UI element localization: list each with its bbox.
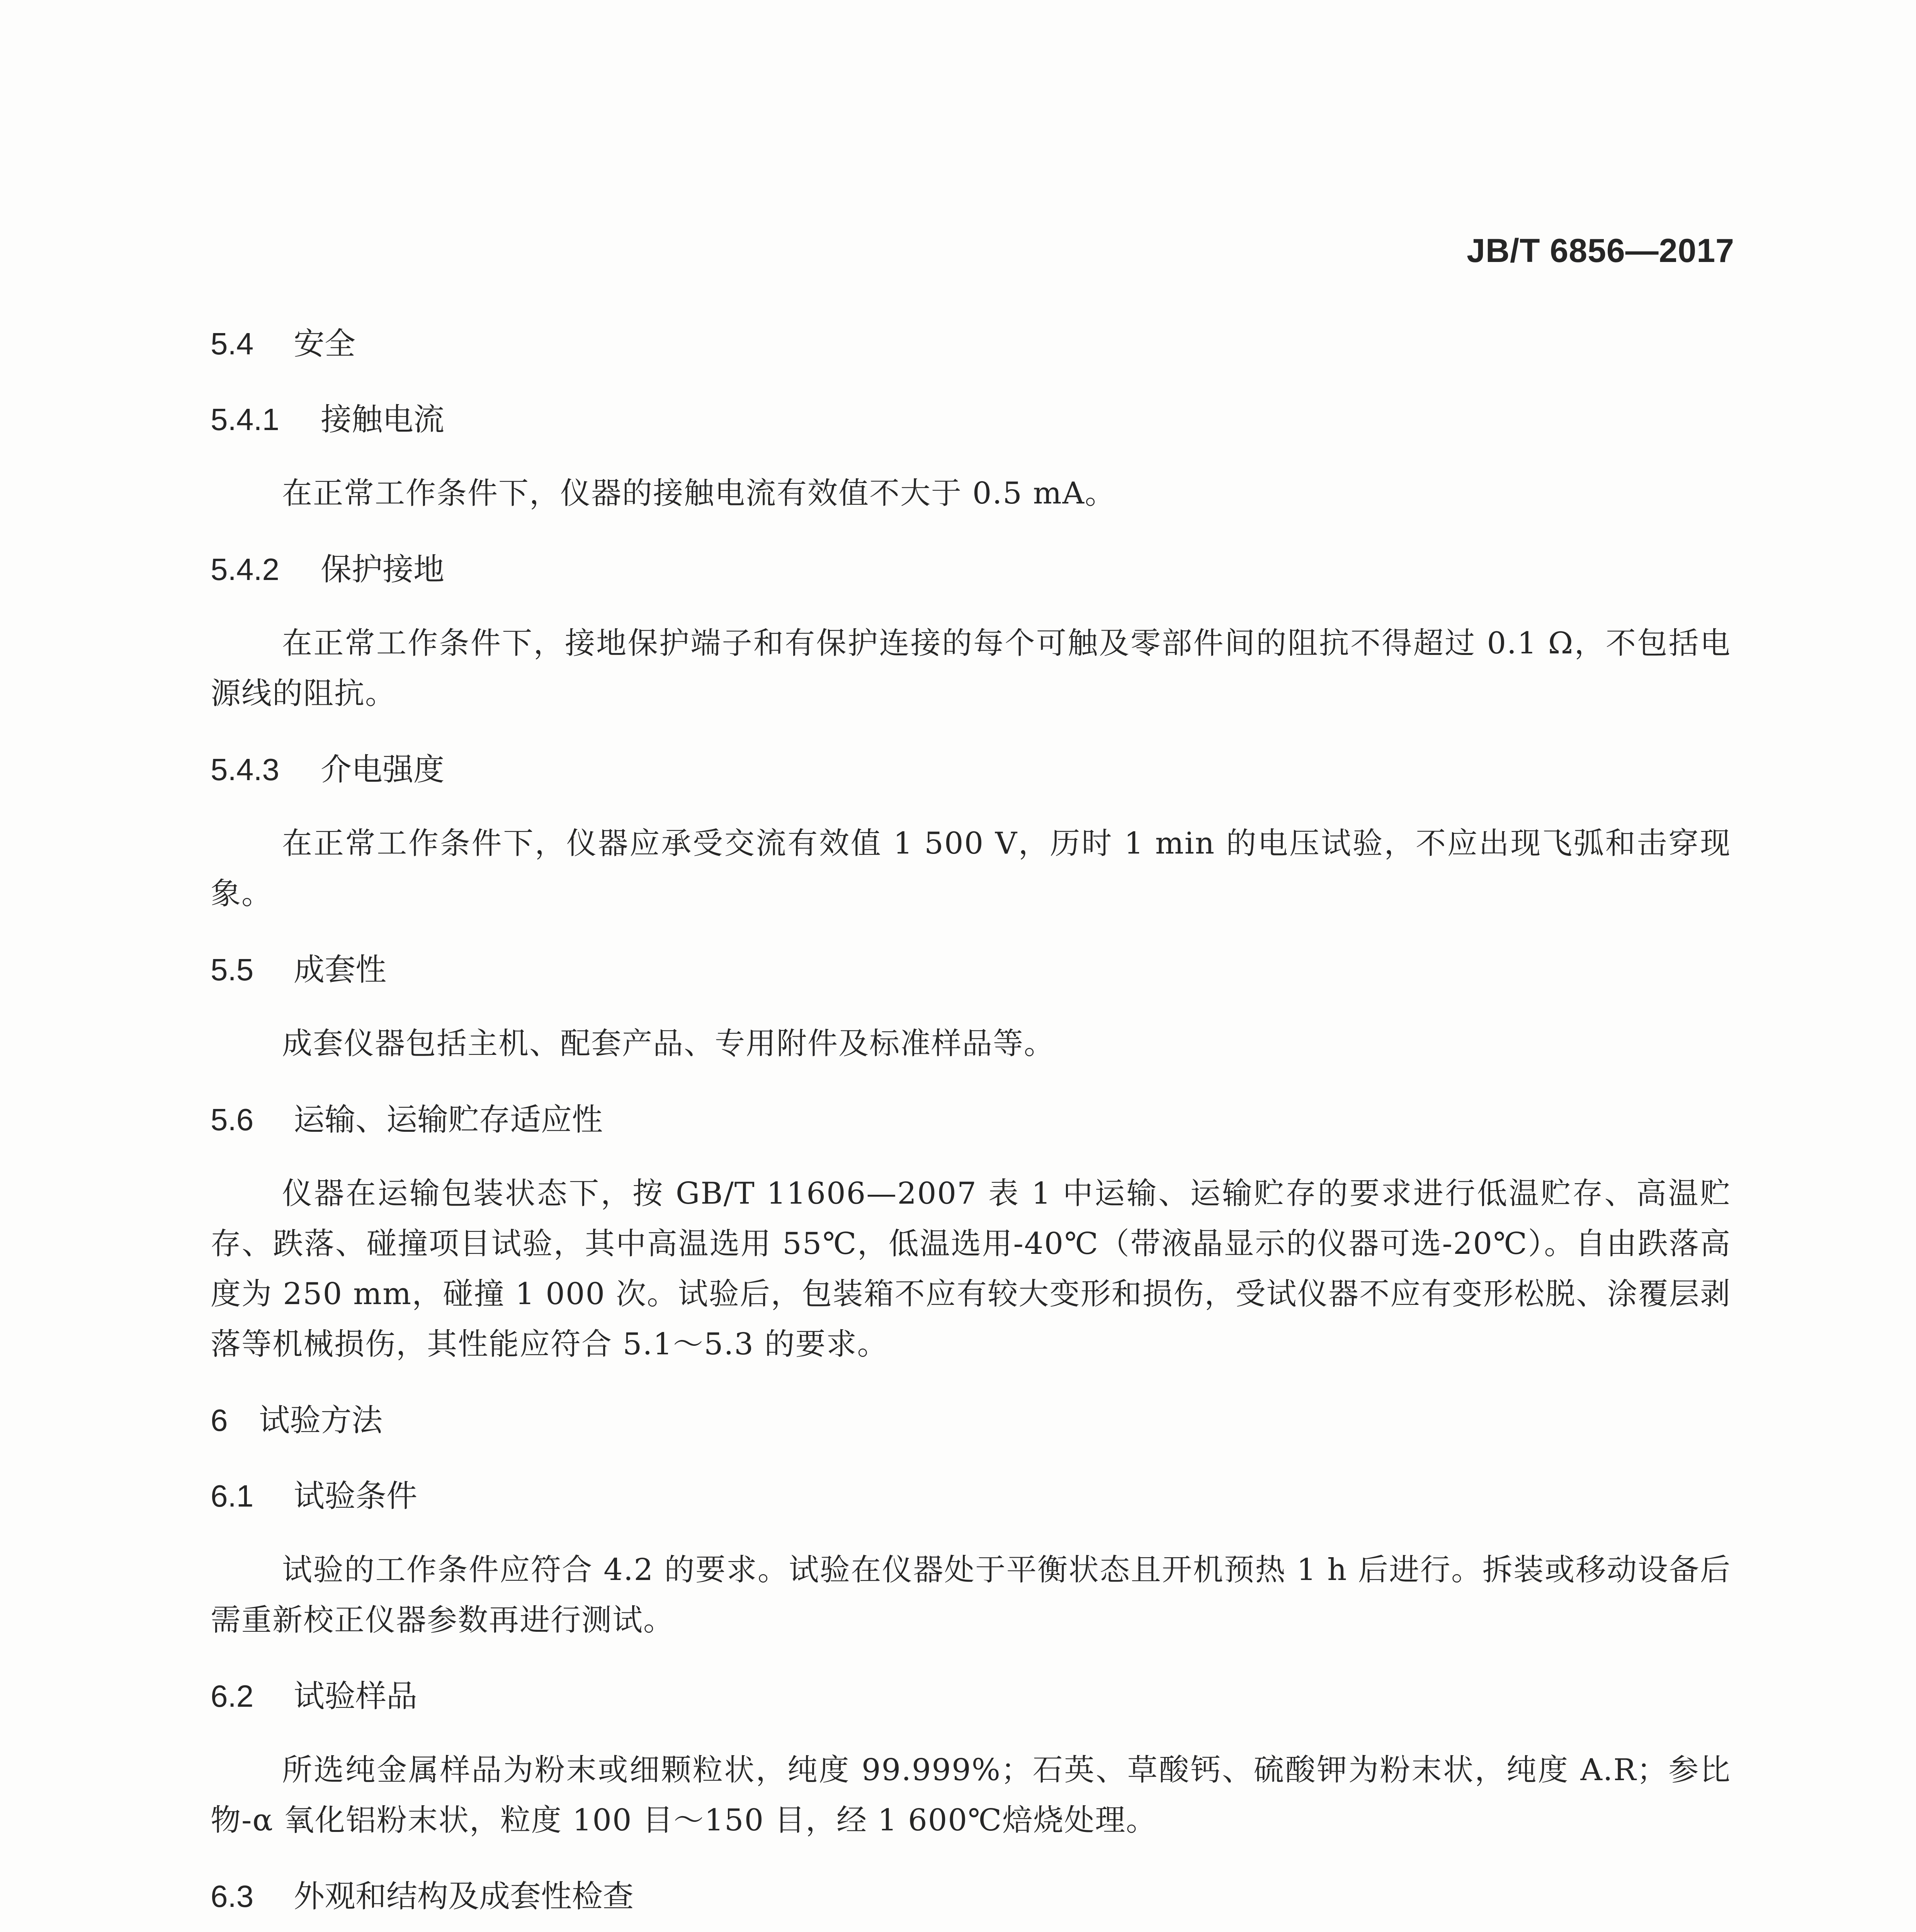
section-number: 5.4.3 xyxy=(211,752,279,787)
section-title: 介电强度 xyxy=(321,752,444,787)
section-number: 6.3 xyxy=(211,1879,254,1913)
section-number: 5.5 xyxy=(211,952,254,987)
section-heading xyxy=(211,750,1731,789)
section-number: 6.1 xyxy=(211,1479,254,1513)
paragraph: 试验的工作条件应符合 4.2 的要求。试验在仪器处于平衡状态且开机预热 1 h 后进行。拆装或移动设备后需重新校正仪器参数再进行测试。 xyxy=(211,1553,1731,1638)
section-number: 6 xyxy=(211,1403,228,1437)
section-title: 接触电流 xyxy=(321,401,444,437)
paragraph: 在正常工作条件下，接地保护端子和有保护连接的每个可触及零部件间的阻抗不得超过 0.1 Ω，不包括电源线的阻抗。 xyxy=(211,626,1731,711)
section-title: 试验方法 xyxy=(259,1402,383,1438)
section-title: 运输、运输贮存适应性 xyxy=(294,1102,603,1138)
section-heading xyxy=(211,325,1731,363)
paragraph: 成套仪器包括主机、配套产品、专用附件及标准样品等。 xyxy=(282,1026,1055,1061)
section-number: 5.4.1 xyxy=(211,402,279,437)
section-heading xyxy=(211,1401,1731,1440)
section-title: 保护接地 xyxy=(321,551,444,587)
section-number: 5.6 xyxy=(211,1102,254,1137)
paragraph: 所选纯金属样品为粉末或细颗粒状，纯度 99.999%；石英、草酸钙、硫酸钾为粉末状，纯度 A.R；参比物-α 氧化铝粉末状，粒度 100 目～150 目，经 1 600℃焙烧处理。 xyxy=(211,1753,1731,1838)
section-heading xyxy=(211,1677,1731,1716)
section-title: 成套性 xyxy=(294,952,386,988)
section-title: 试验条件 xyxy=(294,1478,417,1514)
section-title: 安全 xyxy=(294,326,355,362)
section-heading xyxy=(211,1477,1731,1515)
page-content xyxy=(211,325,1731,1932)
document-code: JB/T 6856—2017 xyxy=(1467,232,1734,269)
section-heading xyxy=(211,550,1731,589)
section-number: 6.2 xyxy=(211,1679,254,1713)
paragraph: 在正常工作条件下，仪器的接触电流有效值不大于 0.5 mA。 xyxy=(282,476,1116,511)
section-title: 外观和结构及成套性检查 xyxy=(294,1878,634,1914)
paragraph: 仪器在运输包装状态下，按 GB/T 11606—2007 表 1 中运输、运输贮存的要求进行低温贮存、高温贮存、跌落、碰撞项目试验，其中高温选用 55℃，低温选用-40℃（带液晶显示的仪器可选-20℃）。自由跌落高度为 250 mm，碰撞 1 000 次。试验后，包装箱不应有较大变形和损伤，受试仪器不应有变形松脱、涂覆层剥落等机械损伤，其性能应符合 5.1～5.3 的要求。 xyxy=(211,1176,1731,1362)
section-number: 5.4.2 xyxy=(211,552,279,587)
section-number: 5.4 xyxy=(211,327,254,361)
paragraph: 在正常工作条件下，仪器应承受交流有效值 1 500 V，历时 1 min 的电压试验，不应出现飞弧和击穿现象。 xyxy=(211,826,1731,911)
section-heading xyxy=(211,400,1731,439)
section-heading xyxy=(211,1100,1731,1139)
section-heading xyxy=(211,951,1731,989)
section-heading xyxy=(211,1877,1731,1916)
section-title: 试验样品 xyxy=(294,1678,417,1714)
